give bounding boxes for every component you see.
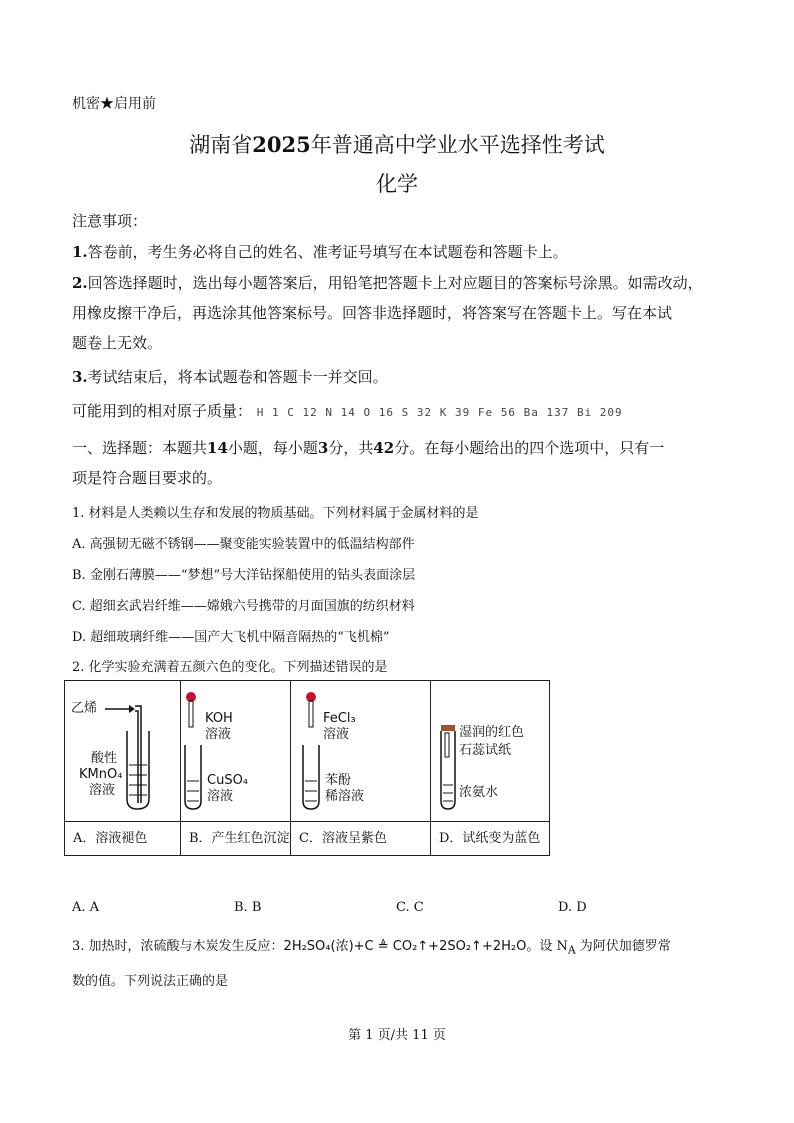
notice-item-1 [72,241,568,262]
notice-item-3 [72,366,388,387]
q1-option-d: D. 超细玻璃纤维——国产大飞机中隔音隔热的“飞机棉” [72,630,390,645]
caption-d: D．试纸变为蓝色 [431,821,549,855]
fecl3-label: FeCl₃ [323,711,356,726]
ethylene-label: 乙烯 [71,701,98,716]
title-year: 2025 [252,132,311,157]
q1-stem: 1. 材料是人类赖以生存和发展的物质基础。下列材料属于金属材料的是 [72,506,479,521]
atomic-mass-label: 可能用到的相对原子质量： [72,402,253,420]
q3-stem-post2: 为阿伏加德罗常 [575,939,671,954]
panel-c [291,681,431,821]
q2-option-b: B. B [234,900,262,915]
atomic-mass-values: H 1 C 12 N 14 O 16 S 32 K 39 Fe 56 Ba 137 Bi 209 [256,406,623,419]
q2-stem: 2. 化学实验充满着五颜六色的变化。下列描述错误的是 [72,660,388,675]
q2-option-d: D. D [558,900,587,915]
panel-a-reagent-3: 溶液 [89,783,116,798]
page-footer: 第 1 页/共 11 页 [348,1028,446,1043]
section-heading-line2: 项是符合题目要求的。 [72,469,223,487]
ammonia-label: 浓氨水 [459,785,499,800]
section-mid2: 分，共 [328,439,374,457]
panel-a [65,681,181,821]
panel-b-drawing [181,681,291,821]
q1-option-c: C. 超细玄武岩纤维——嫦娥六号携带的月面国旗的纺织材料 [72,599,415,614]
caption-b: B．产生红色沉淀 [181,821,291,855]
exam-title [0,129,794,159]
q3-na-sub: A [567,943,576,957]
notice-num: 1. [72,243,88,261]
section-mid1: 小题，每小题 [227,439,318,457]
q3-stem-line1 [72,935,671,957]
notice-num: 2. [72,274,88,292]
q3-equation: 2H₂SO₄(浓)+C ≜ CO₂↑+2SO₂↑+2H₂O [283,939,527,954]
q3-stem-pre: 3. 加热时，浓硫酸与木炭发生反应： [72,939,284,954]
notice-num: 3. [72,368,88,386]
q2-option-a: A. A [72,900,100,915]
section-heading [72,437,664,458]
panel-a-reagent-1: 酸性 [91,751,118,766]
litmus-label-1: 湿润的红色 [459,725,525,740]
panel-d [431,681,549,821]
section-score: 3 [317,439,329,457]
litmus-label-2: 石蕊试纸 [459,743,512,758]
q2-option-c: C. C [396,900,424,915]
phenol-solution-label: 稀溶液 [325,789,365,804]
atomic-mass-line [72,400,623,421]
q3-stem-post: 。设 N [526,939,568,954]
notice-text: 答卷前，考生务必将自己的姓名、准考证号填写在本试题卷和答题卡上。 [87,243,568,261]
section-count: 14 [207,439,228,457]
notice-heading: 注意事项： [72,212,148,230]
notice-text: 考试结束后，将本试题卷和答题卡一并交回。 [87,368,388,386]
koh-label: KOH [205,711,233,726]
panel-b [181,681,291,821]
notice-item-2-line3: 题卷上无效。 [72,334,163,352]
section-pre: 一、选择题：本题共 [72,439,208,457]
koh-solution-label: 溶液 [205,727,232,742]
section-total: 42 [373,439,395,457]
title-suffix: 年普通高中学业水平选择性考试 [310,133,605,157]
panel-a-reagent-2: KMnO₄ [79,767,123,782]
q1-option-b: B. 金刚石薄膜——“梦想”号大洋钻探船使用的钻头表面涂层 [72,568,416,583]
notice-text: 回答选择题时，选出每小题答案后，用铅笔把答题卡上对应题目的答案标号涂黑。如需改动， [87,274,703,292]
confidential-label: 机密★启用前 [72,96,156,112]
caption-c: C．溶液呈紫色 [291,821,431,855]
q1-option-a: A. 高强韧无磁不锈钢——聚变能实验装置中的低温结构部件 [72,537,415,552]
fecl3-solution-label: 溶液 [323,727,350,742]
notice-item-2-line2: 用橡皮擦干净后，再选涂其他答案标号。回答非选择题时，将答案写在答题卡上。写在本试 [72,304,673,322]
cuso4-label: CuSO₄ [207,773,249,788]
caption-a: A．溶液褪色 [65,821,181,855]
phenol-label: 苯酚 [325,773,352,788]
section-post: 分。在每小题给出的四个选项中，只有一 [394,439,665,457]
subject-title: 化学 [376,172,418,196]
title-prefix: 湖南省 [189,133,253,157]
q3-stem-line2: 数的值。下列说法正确的是 [72,974,229,989]
q2-apparatus-table [64,680,550,856]
cuso4-solution-label: 溶液 [207,789,234,804]
notice-item-2-line1 [72,272,703,293]
